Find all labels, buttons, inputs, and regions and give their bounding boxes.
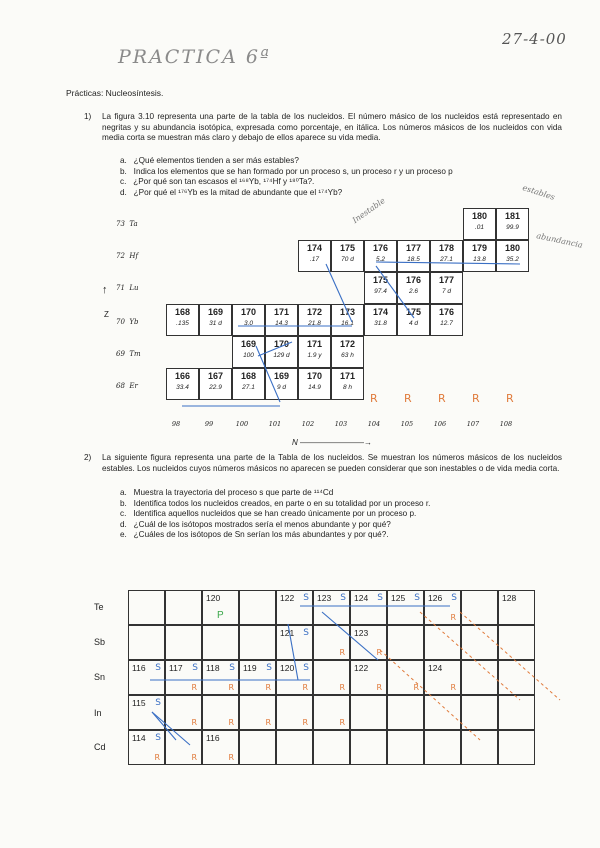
s-mark: S: [303, 593, 309, 603]
r-mark: R: [404, 392, 412, 405]
arrow-te-sb: [322, 612, 378, 660]
q1-item-b: b. Indica los elementos que se han formado por un proceso s, un proceso r y un proceso p: [120, 166, 453, 176]
z-label-yb: 70 Yb: [116, 318, 139, 326]
s-mark: S: [303, 663, 309, 673]
arrow-tm-row: [258, 342, 292, 356]
page-title: Prácticas: Nucleosíntesis.: [66, 88, 164, 98]
s-mark: S: [155, 698, 161, 708]
arrow-yb-to-hf: [326, 264, 352, 322]
nuclide-value: 63 h: [341, 352, 354, 359]
nuclide-mass: 172: [339, 339, 356, 349]
nuclide-mass: 175: [405, 307, 422, 317]
z-axis-label: Z: [104, 310, 109, 319]
z-label-er: 68 Er: [116, 382, 138, 390]
r-mark: R: [413, 683, 419, 692]
handwritten-title: PRACTICA 6ª: [118, 46, 271, 68]
nuclide-value: 27.1: [242, 384, 255, 391]
nuclide-value: 100: [243, 352, 254, 359]
nuclide-value: .01: [474, 224, 485, 231]
s-mark: S: [155, 733, 161, 743]
s-mark: S: [451, 593, 457, 603]
nuclide-mass: 173: [339, 307, 356, 317]
nuclide-value: 8 h: [342, 384, 353, 391]
nuclide-value: 99.9: [506, 224, 519, 231]
r-mark: R: [265, 683, 271, 692]
q2-item-b: b. Identifica todos los nucleidos creados, en parte o en su totalidad por un proceso r.: [120, 498, 431, 508]
nuclide-value: 33.4: [176, 384, 189, 391]
q1-item-c: c. ¿Por qué son tan escasos el ¹⁶⁸Yb, ¹⁷⁴Hf y ¹⁸⁰Ta?.: [120, 177, 315, 187]
r-mark: R: [228, 683, 234, 692]
grid2-mass: 123: [317, 593, 332, 603]
arrow-cd-in: [152, 712, 176, 740]
nuclide-value: 14.9: [308, 384, 321, 391]
nuclide-mass: 177: [405, 243, 422, 253]
row-label-in: In: [94, 708, 102, 718]
grid2-mass: 124: [428, 663, 443, 673]
z-label-hf: 72 Hf: [116, 252, 139, 260]
r-mark: R: [191, 753, 197, 762]
n-axis-label: N ————————→: [292, 438, 373, 447]
nuclide-value: 9 d: [276, 384, 287, 391]
nuclide-value: 13.8: [473, 256, 486, 263]
grid2-mass: 115: [132, 698, 146, 708]
z-label-ta: 73 Ta: [116, 220, 138, 228]
nuclide-mass: 175: [339, 243, 356, 253]
r-mark: R: [506, 392, 514, 405]
nuclide-mass: 180: [471, 211, 488, 221]
nuclide-mass: 169: [240, 339, 257, 349]
grid2-mass: 120: [280, 663, 295, 673]
q1-item-a: a. ¿Qué elementos tienden a ser más estables?: [120, 156, 299, 165]
r-decay-line-3: [380, 650, 480, 740]
z-label-tm: 69 Tm: [116, 350, 141, 358]
r-mark: R: [154, 753, 160, 762]
arrow-hf-row: [376, 262, 520, 264]
grid2-mass: 120: [206, 593, 221, 603]
n-value: 104: [367, 420, 381, 428]
nuclide-value: 35.2: [506, 256, 519, 263]
arrow-in-cd: [152, 712, 190, 745]
nuclide-value: 7 d: [441, 288, 452, 295]
r-decay-line-1: [460, 612, 560, 700]
r-mark: R: [376, 683, 382, 692]
nuclide-mass: 171: [273, 307, 290, 317]
r-mark: R: [450, 613, 456, 622]
nuclide-value: 2.6: [408, 288, 419, 295]
s-mark: S: [340, 593, 346, 603]
nuclide-value: 12.7: [440, 320, 453, 327]
q2-item-e: e. ¿Cuáles de los isótopos de Sn serían los más abundantes y por qué?.: [120, 530, 389, 540]
q2-item-d: d. ¿Cuál de los isótopos mostrados sería el menos abundante y por qué?: [120, 519, 391, 529]
nuclide-mass: 176: [372, 243, 389, 253]
grid2-mass: 124: [354, 593, 369, 603]
annotation-inestable: Inestable: [350, 196, 387, 225]
r-mark: R: [191, 718, 197, 727]
nuclide-value: 70 d: [341, 256, 354, 263]
row-label-sb: Sb: [94, 637, 106, 647]
r-mark: R: [438, 392, 446, 405]
q2-item-c: c. Identifica aquellos nucleidos que se han creado únicamente por un proceso p.: [120, 509, 417, 519]
grid2-mass: 114: [132, 733, 146, 743]
nuclide-value: 18.5: [407, 256, 420, 263]
grid2-mass: 118: [206, 663, 220, 673]
q2-item-a: a. Muestra la trayectoria del proceso s que parte de ¹¹⁴Cd: [120, 488, 334, 497]
row-label-cd: Cd: [94, 742, 106, 752]
r-mark: R: [450, 683, 456, 692]
grid2-mass: 121: [280, 628, 295, 638]
nuclide-value: 1.9 y: [307, 352, 322, 359]
nuclide-mass: 171: [339, 371, 356, 381]
nuclide-value: 22.9: [209, 384, 222, 391]
grid2-mass: 116: [132, 663, 146, 673]
nuclide-value: 3.0: [243, 320, 254, 327]
z-label-lu: 71 Lu: [116, 284, 139, 292]
r-decay-line-2: [420, 612, 520, 700]
nuclide-mass: 171: [306, 339, 323, 349]
s-mark: S: [414, 593, 420, 603]
annotation-abundancia: abundancia: [535, 231, 584, 250]
r-mark: R: [302, 683, 308, 692]
nuclide-mass: 177: [438, 275, 455, 285]
nuclide-value: 4 d: [408, 320, 419, 327]
grid2-mass: 128: [502, 593, 517, 603]
nuclide-mass: 174: [372, 307, 389, 317]
grid2-mass: 126: [428, 593, 443, 603]
nuclide-value: 16.1: [341, 320, 354, 327]
nuclide-mass: 174: [306, 243, 323, 253]
nuclide-value: 129 d: [273, 352, 290, 359]
n-value: 100: [235, 420, 249, 428]
annotation-estables: estables: [521, 183, 556, 202]
n-value: 105: [400, 420, 414, 428]
r-mark: R: [191, 683, 197, 692]
nuclide-value: 31 d: [209, 320, 222, 327]
r-mark: R: [339, 683, 345, 692]
n-value: 98: [171, 420, 181, 428]
nuclide-value: .135: [176, 320, 189, 327]
r-mark: R: [228, 753, 234, 762]
s-mark: S: [192, 663, 198, 673]
nuclide-mass: 178: [438, 243, 455, 253]
nuclide-mass: 170: [273, 339, 290, 349]
nuclide-mass: 170: [240, 307, 257, 317]
nuclide-mass: 172: [306, 307, 323, 317]
nuclide-mass: 179: [471, 243, 488, 253]
r-mark: R: [302, 718, 308, 727]
handwritten-date: 27-4-00: [502, 30, 567, 48]
nuclide-mass: 167: [207, 371, 224, 381]
nuclide-mass: 176: [405, 275, 422, 285]
arrow-er-to-tm: [256, 346, 280, 402]
nuclide-mass: 168: [174, 307, 191, 317]
grid2-mass: 117: [169, 663, 183, 673]
grid2-mass: 122: [354, 663, 369, 673]
q1-text: La figura 3.10 representa una parte de la tabla de los nucleidos. El número másico de los nucleidos está representado en negritas y su abundancia isotópica, expresada como porcentaje, en itálica. Los números másicos de los nucleidos con vida media corta se muestran más claro y debajo de ellos aparece su vida media.: [102, 112, 562, 143]
row-label-te: Te: [94, 602, 104, 612]
nuclide-mass: 176: [438, 307, 455, 317]
n-value: 108: [499, 420, 513, 428]
n-value: 107: [466, 420, 480, 428]
s-mark: S: [155, 663, 161, 673]
grid2-mass: 125: [391, 593, 406, 603]
grid2-mass: 123: [354, 628, 369, 638]
nuclide-mass: 166: [174, 371, 191, 381]
row-label-sn: Sn: [94, 672, 106, 682]
n-value: 103: [334, 420, 348, 428]
q2-number: 2): [84, 453, 92, 462]
nuclide-value: 5.2: [375, 256, 386, 263]
q1-number: 1): [84, 112, 92, 121]
z-axis-arrow: ↑: [102, 284, 108, 296]
nuclide-mass: 175: [372, 275, 389, 285]
nuclide-mass: 181: [504, 211, 521, 221]
s-mark: S: [377, 593, 383, 603]
nuclide-mass: 170: [306, 371, 323, 381]
nuclide-value: 21.8: [308, 320, 321, 327]
nuclide-value: 97.4: [374, 288, 387, 295]
arrow-hf-to-yb: [376, 266, 414, 318]
r-mark: R: [228, 718, 234, 727]
nuclide-value: 14.3: [275, 320, 288, 327]
q2-text: La siguiente figura representa una parte de la Tabla de los nucleidos. Se muestran los números másicos de los nucleidos estables. Los nucleidos cuyos números másicos no aparecen se pueden considerar que son inestables o de vida media corta.: [102, 453, 562, 473]
nuclide-mass: 168: [240, 371, 257, 381]
q1-item-d: d. ¿Por qué el ¹⁷⁶Yb es la mitad de abundante que el ¹⁷⁴Yb?: [120, 187, 343, 197]
grid2-mass: 119: [243, 663, 257, 673]
r-mark: R: [339, 648, 345, 657]
r-mark: R: [376, 648, 382, 657]
nuclide-mass: 169: [273, 371, 290, 381]
n-value: 101: [268, 420, 282, 428]
r-mark: R: [472, 392, 480, 405]
n-value: 99: [204, 420, 214, 428]
grid2-mass: 116: [206, 733, 220, 743]
nuclide-value: .17: [309, 256, 320, 263]
r-mark: R: [370, 392, 378, 405]
s-mark: S: [303, 628, 309, 638]
r-mark: R: [265, 718, 271, 727]
p-mark: P: [217, 610, 224, 621]
s-mark: S: [266, 663, 272, 673]
n-value: 106: [433, 420, 447, 428]
r-mark: R: [339, 718, 345, 727]
s-mark: S: [229, 663, 235, 673]
nuclide-value: 31.8: [374, 320, 387, 327]
nuclide-mass: 169: [207, 307, 224, 317]
grid2-mass: 122: [280, 593, 295, 603]
arrow-sn-sb: [288, 624, 298, 680]
nuclide-value: 27.1: [440, 256, 453, 263]
nuclide-mass: 180: [504, 243, 521, 253]
n-value: 102: [301, 420, 315, 428]
